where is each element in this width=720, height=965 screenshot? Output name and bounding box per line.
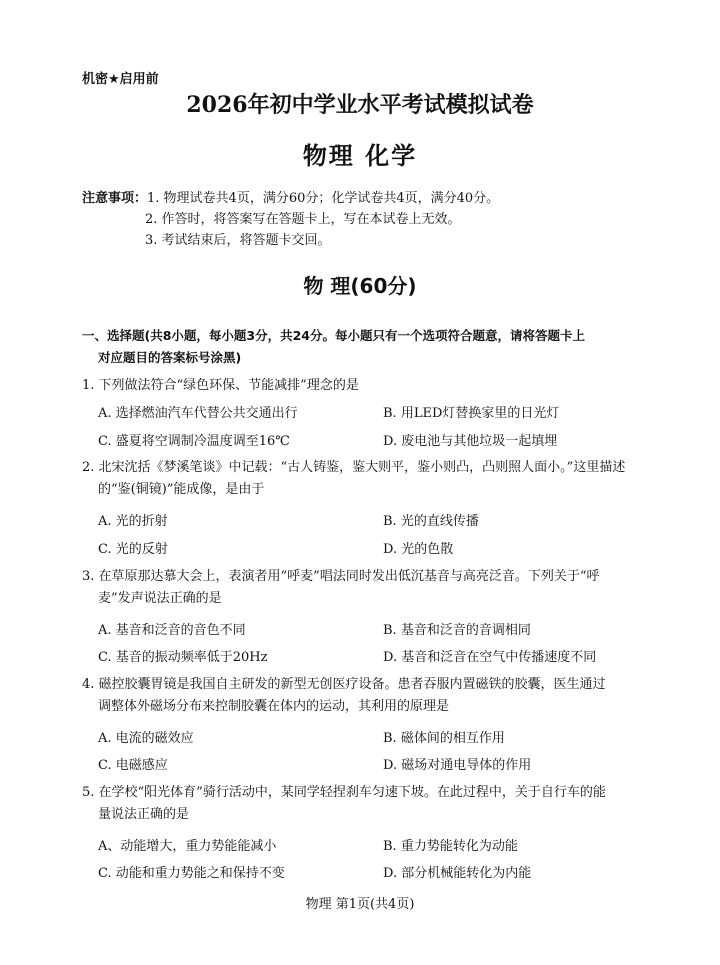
question-5-line-1: 5. 在学校“阳光体育”骑行活动中，某同学轻捏刹车匀速下坡。在此过程中，关于自行车的能 [82, 785, 606, 800]
notice-item-3: 3. 考试结束后，将答题卡交回。 [145, 233, 331, 248]
question-4-line-2: 调整体外磁场分布来控制胶囊在体内的运动，其利用的原理是 [98, 699, 450, 714]
question-2-stem [82, 457, 644, 501]
question-2-line-1: 2. 北宋沈括《梦溪笔谈》中记载：“古人铸鉴，鉴大则平，鉴小则凸，凸则照人面小。”这里描述 [82, 460, 626, 475]
page-footer: 物理 第1页(共4页) [305, 897, 415, 912]
question-3-option-a: A. 基音和泛音的音色不同 [98, 623, 246, 638]
question-1-stem [82, 375, 644, 397]
question-5-option-c: C. 动能和重力势能之和保持不变 [98, 866, 285, 881]
confidential-label: 机密★启用前 [82, 72, 159, 87]
notice-block [82, 188, 499, 251]
section-title: 物 理(60分) [303, 274, 417, 298]
question-4-option-c: C. 电磁感应 [98, 758, 168, 773]
question-4-stem [82, 674, 644, 718]
question-3-line-1: 3. 在草原那达慕大会上，表演者用“呼麦”唱法同时发出低沉基音与高亮泛音。下列关于“呼 [82, 569, 600, 584]
question-1-option-d: D. 废电池与其他垃圾一起填埋 [383, 434, 558, 449]
notice-label: 注意事项： [82, 191, 148, 206]
question-1-line-1: 1. 下列做法符合“绿色环保、节能减排”理念的是 [82, 378, 359, 393]
question-4-option-b: B. 磁体间的相互作用 [383, 731, 505, 746]
question-2-option-b: B. 光的直线传播 [383, 514, 479, 529]
question-5-option-a: A、动能增大，重力势能能减小 [98, 839, 277, 854]
notice-line-3 [82, 230, 499, 251]
question-1-option-a: A. 选择燃油汽车代替公共交通出行 [98, 406, 298, 421]
part-heading-line-2: 对应题目的答案标号涂黑) [98, 350, 242, 365]
question-3-option-b: B. 基音和泛音的音调相同 [383, 623, 531, 638]
question-3-option-d: D. 基音和泛音在空气中传播速度不同 [383, 650, 597, 665]
notice-line-2 [82, 209, 499, 230]
part-heading [82, 325, 644, 369]
notice-line-1 [82, 188, 499, 209]
notice-item-2: 2. 作答时，将答案写在答题卡上，写在本试卷上无效。 [145, 212, 461, 227]
question-4-line-1: 4. 磁控胶囊胃镜是我国自主研发的新型无创医疗设备。患者吞服内置磁铁的胶囊，医生通过 [82, 677, 606, 692]
question-3-line-2: 麦”发声说法正确的是 [98, 591, 222, 606]
question-3-option-c: C. 基音的振动频率低于20Hz [98, 650, 268, 665]
question-2-option-d: D. 光的色散 [383, 542, 454, 557]
question-5-stem [82, 782, 644, 826]
question-4-option-d: D. 磁场对通电导体的作用 [383, 758, 532, 773]
question-2-option-c: C. 光的反射 [98, 542, 168, 557]
question-5-option-b: B. 重力势能转化为动能 [383, 839, 518, 854]
subject-title: 物理 化学 [302, 142, 418, 170]
question-2-option-a: A. 光的折射 [98, 514, 168, 529]
question-5-option-d: D. 部分机械能转化为内能 [383, 866, 532, 881]
question-2-line-2: 的“鉴(铜镜)”能成像，是由于 [98, 482, 265, 497]
question-1-option-c: C. 盛夏将空调制冷温度调至16℃ [98, 434, 290, 449]
question-5-line-2: 量说法正确的是 [98, 807, 190, 822]
part-heading-line-1: 一、选择题(共8小题，每小题3分，共24分。每小题只有一个选项符合题意，请将答题卡上 [82, 328, 586, 343]
question-1-option-b: B. 用LED灯替换家里的日光灯 [383, 406, 560, 421]
question-3-stem [82, 566, 644, 610]
exam-title: 2026年初中学业水平考试模拟试卷 [186, 92, 534, 118]
notice-item-1: 1. 物理试卷共4页，满分60分；化学试卷共4页，满分40分。 [147, 191, 500, 206]
question-4-option-a: A. 电流的磁效应 [98, 731, 194, 746]
